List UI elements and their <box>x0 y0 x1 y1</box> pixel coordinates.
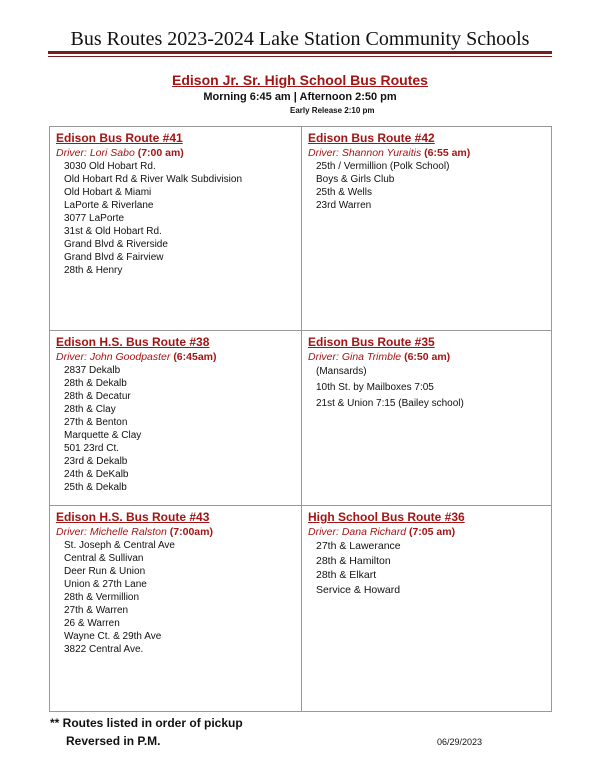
route-title: Edison H.S. Bus Route #38 <box>56 335 210 349</box>
route-title: Edison Bus Route #41 <box>56 131 183 145</box>
stop-item: 28th & Vermillion <box>64 592 140 603</box>
route-cell-38 <box>50 331 301 505</box>
stop-list <box>308 364 546 412</box>
stop-item: Central & Sullivan <box>64 553 144 564</box>
stop-list <box>308 539 546 597</box>
stop-item: 23rd Warren <box>316 200 372 211</box>
stop-item: 10th St. by Mailboxes 7:05 <box>316 382 434 393</box>
schedule-times: Morning 6:45 am | Afternoon 2:50 pm <box>203 91 397 103</box>
routes-table <box>49 126 552 712</box>
stop-item: 25th & Dekalb <box>64 482 127 493</box>
document-title: Bus Routes 2023-2024 Lake Station Community Schools <box>70 28 530 50</box>
route-title: Edison H.S. Bus Route #43 <box>56 510 210 524</box>
route-driver: Driver: John Goodpaster (6:45am) <box>56 351 217 363</box>
footer-note-order: ** Routes listed in order of pickup <box>50 716 243 730</box>
stop-item: Boys & Girls Club <box>316 174 395 185</box>
route-title: Edison Bus Route #35 <box>308 335 435 349</box>
stop-item: 28th & Dekalb <box>64 378 127 389</box>
route-cell-36 <box>302 506 552 712</box>
footer-note-reversed: Reversed in P.M. <box>66 734 161 748</box>
stop-item: Deer Run & Union <box>64 566 146 577</box>
route-driver: Driver: Gina Trimble (6:50 am) <box>308 351 451 363</box>
stop-item: 24th & DeKalb <box>64 469 129 480</box>
stop-item: 2837 Dekalb <box>64 365 121 376</box>
stop-item: Grand Blvd & Riverside <box>64 239 168 250</box>
route-driver: Driver: Lori Sabo (7:00 am) <box>56 147 184 159</box>
stop-item: 27th & Lawerance <box>316 540 401 552</box>
stop-item: 28th & Clay <box>64 404 116 415</box>
early-release: Early Release 2:10 pm <box>290 106 375 115</box>
route-cell-42 <box>302 127 552 330</box>
stop-item: 25th & Wells <box>316 187 372 198</box>
stop-list <box>56 160 295 277</box>
stop-item: 3822 Central Ave. <box>64 644 144 655</box>
stop-item: Marquette & Clay <box>64 430 142 441</box>
stop-item: 28th & Henry <box>64 265 123 276</box>
stop-item: 28th & Hamilton <box>316 554 391 567</box>
route-driver: Driver: Michelle Ralston (7:00am) <box>56 526 213 538</box>
school-subtitle: Edison Jr. Sr. High School Bus Routes <box>172 72 428 88</box>
stop-item: Wayne Ct. & 29th Ave <box>64 631 162 642</box>
stop-item: Grand Blvd & Fairview <box>64 252 164 263</box>
route-cell-41 <box>50 127 301 330</box>
stop-item: Service & Howard <box>316 583 401 596</box>
stop-item: Old Hobart & Miami <box>64 187 152 198</box>
stop-list <box>56 364 295 494</box>
stop-list <box>308 160 546 212</box>
route-driver: Driver: Shannon Yuraitis (6:55 am) <box>308 147 471 159</box>
stop-item: 27th & Benton <box>64 417 128 428</box>
route-title: Edison Bus Route #42 <box>308 131 435 145</box>
route-cell-43 <box>50 506 301 712</box>
route-cell-35 <box>302 331 552 505</box>
stop-item: 25th / Vermillion (Polk School) <box>316 161 450 172</box>
stop-list <box>56 539 295 656</box>
stop-item: (Mansards) <box>316 366 367 377</box>
stop-item: 28th & Elkart <box>316 569 377 581</box>
stop-item: 3030 Old Hobart Rd. <box>64 161 156 172</box>
stop-item: 31st & Old Hobart Rd. <box>64 226 162 237</box>
title-rule-thin <box>48 56 552 57</box>
route-driver: Driver: Dana Richard (7:05 am) <box>308 526 456 538</box>
stop-item: LaPorte & Riverlane <box>64 200 154 211</box>
stop-item: St. Joseph & Central Ave <box>64 540 175 551</box>
stop-item: 23rd & Dekalb <box>64 456 128 467</box>
stop-item: 3077 LaPorte <box>64 213 125 224</box>
stop-item: Old Hobart Rd & River Walk Subdivision <box>64 174 243 185</box>
stop-item: 28th & Decatur <box>64 391 131 402</box>
stop-item: 27th & Warren <box>64 605 129 616</box>
route-title: High School Bus Route #36 <box>308 510 465 524</box>
stop-item: Union & 27th Lane <box>64 579 147 590</box>
title-rule-thick <box>48 51 552 54</box>
stop-item: 26 & Warren <box>64 618 120 629</box>
document-date: 06/29/2023 <box>437 737 483 747</box>
stop-item: 21st & Union 7:15 (Bailey school) <box>316 398 464 409</box>
stop-item: 501 23rd Ct. <box>64 443 120 454</box>
